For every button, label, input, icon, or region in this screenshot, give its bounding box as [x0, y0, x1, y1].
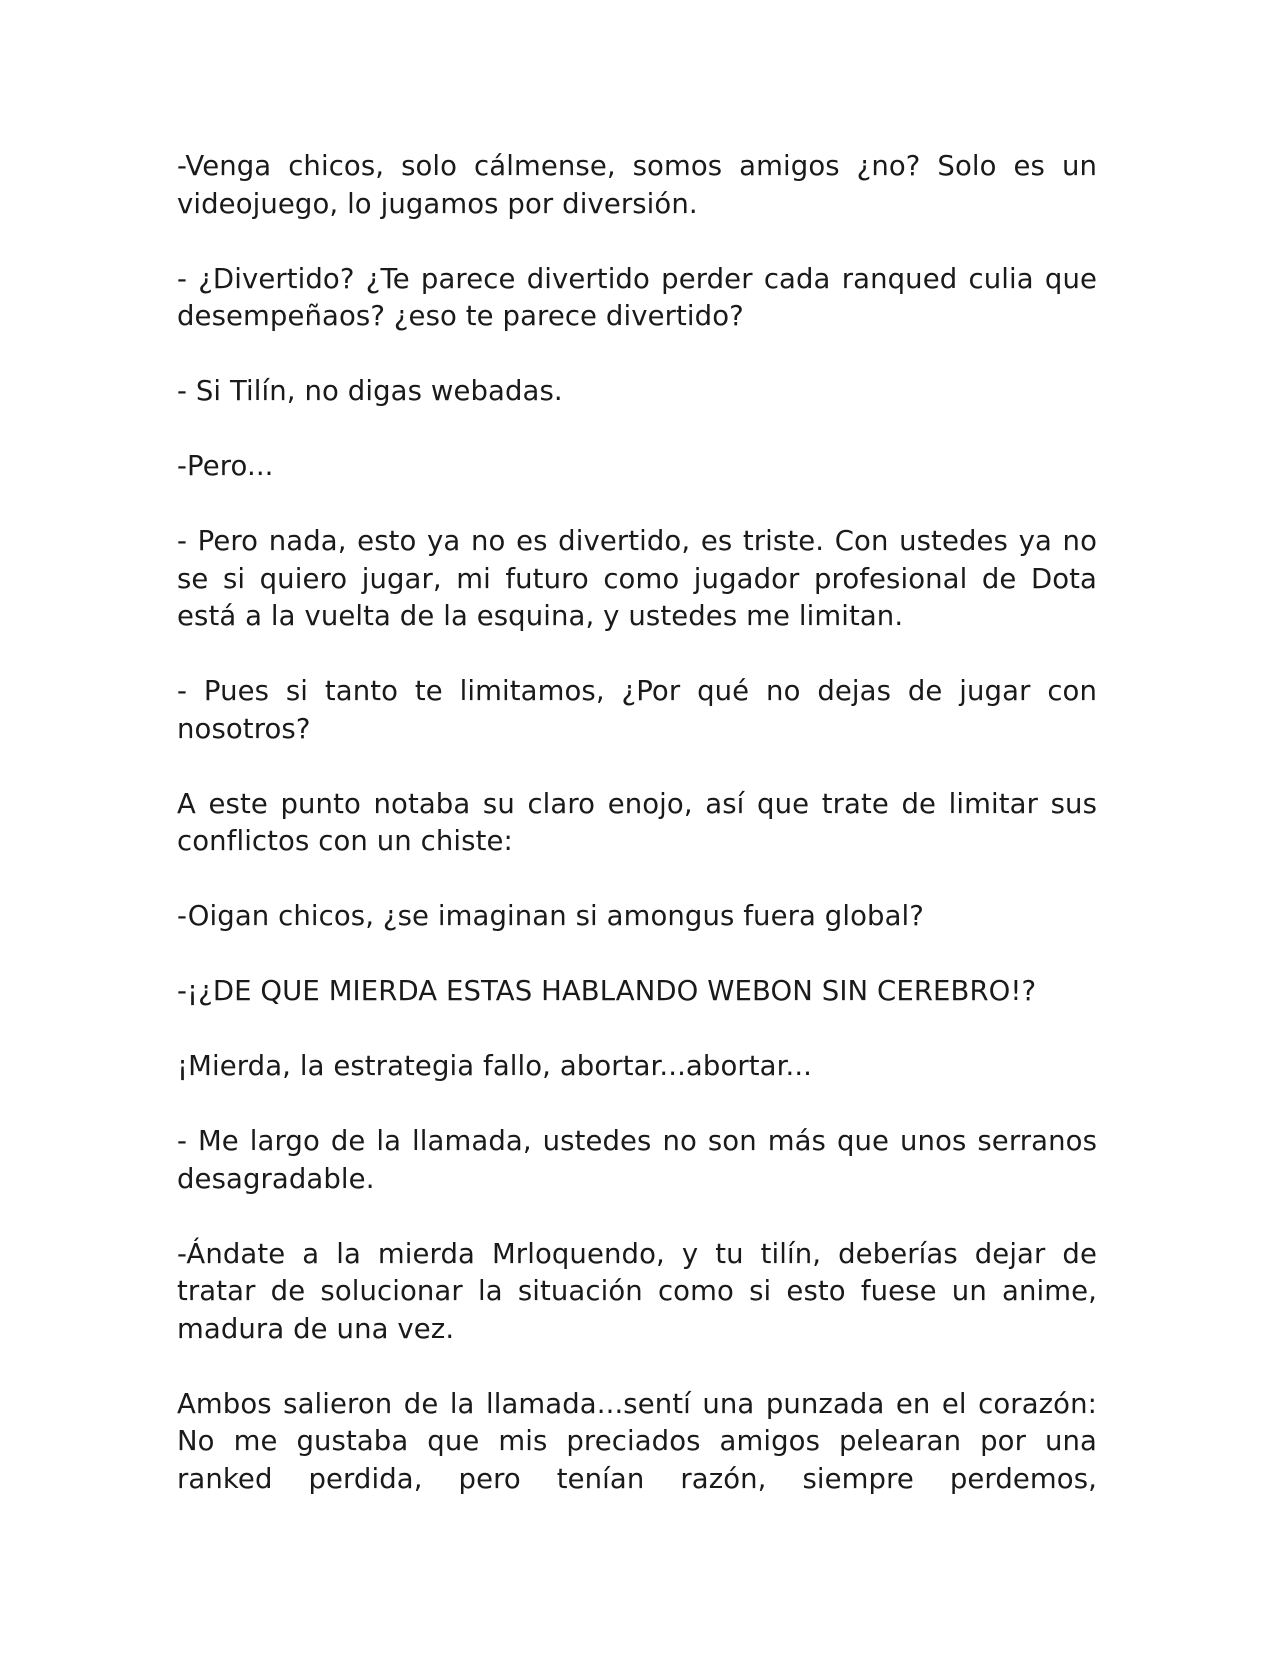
paragraph: -Ándate a la mierda Mrloquendo, y tu tilín, deberías dejar de tratar de solucionar la situación como si esto fuese un anime, madura de una vez.	[177, 1237, 1097, 1345]
paragraph: - ¿Divertido? ¿Te parece divertido perder cada ranqued culia que desempeñaos? ¿eso te parece divertido?	[177, 262, 1097, 332]
paragraph: -¡¿DE QUE MIERDA ESTAS HABLANDO WEBON SIN CEREBRO!?	[177, 975, 1037, 1007]
paragraph: -Venga chicos, solo cálmense, somos amigos ¿no? Solo es un videojuego, lo jugamos por diversión.	[177, 150, 1097, 220]
body-text	[177, 148, 1097, 1498]
paragraph: Ambos salieron de la llamada...sentí una punzada en el corazón: No me gustaba que mis preciados amigos pelearan por una ranked perdida, pero tenían razón, siempre perdemos,	[177, 1387, 1097, 1495]
paragraph: - Si Tilín, no digas webadas.	[177, 375, 563, 407]
paragraph: A este punto notaba su claro enojo, así que trate de limitar sus conflictos con un chiste:	[177, 787, 1097, 857]
paragraph: -Pero...	[177, 450, 274, 482]
paragraph: - Pues si tanto te limitamos, ¿Por qué no dejas de jugar con nosotros?	[177, 675, 1097, 745]
paragraph: ¡Mierda, la estrategia fallo, abortar...abortar...	[177, 1050, 813, 1082]
paragraph: - Pero nada, esto ya no es divertido, es triste. Con ustedes ya no se si quiero jugar, mi futuro como jugador profesional de Dota está a la vuelta de la esquina, y ustedes me limitan.	[177, 525, 1097, 632]
paragraph: - Me largo de la llamada, ustedes no son más que unos serranos desagradable.	[177, 1125, 1097, 1195]
paragraph: -Oigan chicos, ¿se imaginan si amongus fuera global?	[177, 900, 924, 932]
